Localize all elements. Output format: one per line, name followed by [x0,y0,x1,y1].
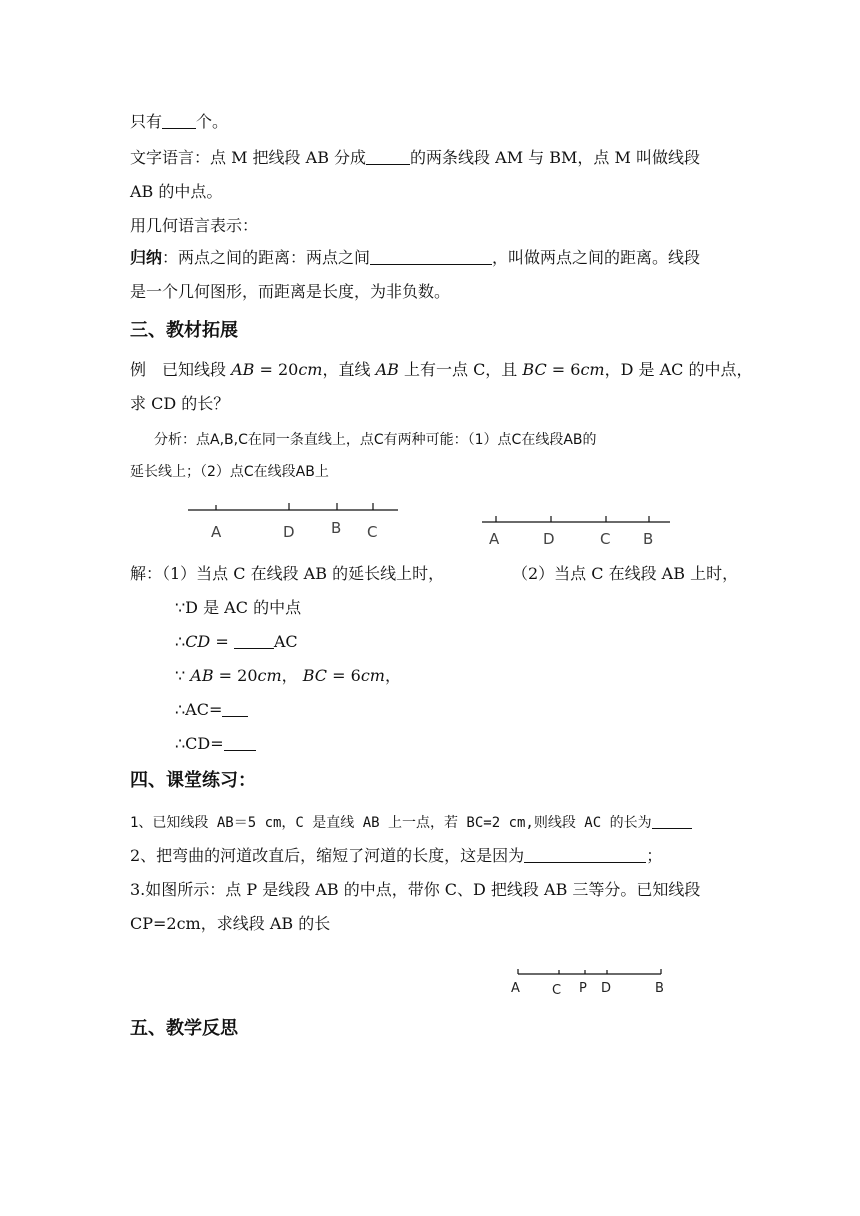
text: AC [273,632,298,651]
step-5 [175,734,256,754]
math: AB [231,360,255,379]
text: ∴AC= [175,700,223,719]
text: 上有一点 C，且 [398,360,523,379]
math: BC [302,666,328,685]
line-geometry-language: 用几何语言表示： [130,216,259,235]
math: AB [375,360,399,379]
text: 的两条线段 AM 与 BM，点 M 叫做线段 [410,148,700,167]
math: cm [257,666,282,685]
label-b: B [331,519,342,537]
text: 例 已知线段 [130,360,232,379]
section-4-title: 四、课堂练习： [130,770,256,791]
figure-case-2 [480,505,675,554]
example-line [130,360,753,380]
step-4 [175,700,248,720]
solution-case-1: 解：（1）当点 C 在线段 AB 的延长线上时， [130,564,445,583]
math: BC [522,360,547,379]
question-3: 3.如图所示：点 P 是线段 AB 的中点，带你 C、D 把线段 AB 三等分。已知线段 [130,880,701,899]
analysis-line-2: 延长线上；（2）点C在线段AB上 [130,464,329,480]
text: ， [281,666,303,685]
math: = 20 [254,360,299,379]
step-3 [175,666,401,686]
math: AB [190,666,214,685]
label-d: D [543,530,555,548]
blank [162,112,196,129]
question-2 [130,846,662,866]
label-d: D [601,981,612,996]
blank [524,846,646,863]
label-c: C [552,983,562,998]
math: = 6 [546,360,581,379]
text: ∵ [175,666,191,685]
analysis-line-1: 分析：点A,B,C在同一条直线上，点C有两种可能：（1）点C在线段AB的 [154,432,597,448]
label-a: A [511,981,520,996]
figure-case-1 [186,495,401,549]
math: cm [580,360,605,379]
line-midpoint: AB 的中点。 [130,182,223,201]
text: 个。 [196,112,229,131]
blank [234,632,274,649]
blank [366,148,410,165]
text: 只有 [130,112,163,131]
step-2 [175,632,298,652]
label-a: A [211,523,222,541]
summary-label: 归纳 [130,248,163,267]
question-1 [130,812,692,833]
line-text-language [130,148,730,168]
text: 1、已知线段 AB＝5 cm，C 是直线 AB 上一点，若 BC=2 cm,则线段 AC 的长为 [130,815,652,831]
text: 文字语言：点 M 把线段 AB 分成 [130,148,367,167]
example-line-2: 求 CD 的长？ [130,394,230,413]
math: CD [185,632,211,651]
text: ∴ [175,632,186,651]
label-b: B [655,981,664,996]
blank [222,700,248,717]
text: ∴CD= [175,734,224,753]
blank [224,734,256,751]
question-3-cont: CP=2cm，求线段 AB 的长 [130,914,331,933]
section-5-title: 五、教学反思 [130,1018,238,1039]
math: cm [298,360,323,379]
text: ， [384,666,401,685]
label-c: C [600,530,611,548]
line-blank-count [130,112,228,132]
line-summary-cont: 是一个几何图形，而距离是长度，为非负数。 [130,282,451,301]
math: = [210,632,234,651]
text: ，叫做两点之间的距离。线段 [492,248,701,267]
label-a: A [489,530,500,548]
text: 2、把弯曲的河道改直后，缩短了河道的长度，这是因为 [130,846,525,865]
text: ，直线 [322,360,376,379]
math: = 6 [327,666,361,685]
label-p: P [579,981,587,996]
label-b: B [643,530,654,548]
step-1: ∵D 是 AC 的中点 [175,598,302,617]
text: ，D 是 AC 的中点， [604,360,753,379]
blank [370,248,492,265]
solution-case-2: （2）当点 C 在线段 AB 上时， [512,564,739,583]
text: ； [646,846,663,865]
figure-question-3 [508,964,673,1008]
math: = 20 [213,666,258,685]
label-d: D [283,523,295,541]
line-summary [130,248,700,268]
section-3-title: 三、教材拓展 [130,320,238,341]
blank [652,812,692,829]
math: cm [360,666,385,685]
text: ：两点之间的距离：两点之间 [162,248,371,267]
label-c: C [367,523,378,541]
